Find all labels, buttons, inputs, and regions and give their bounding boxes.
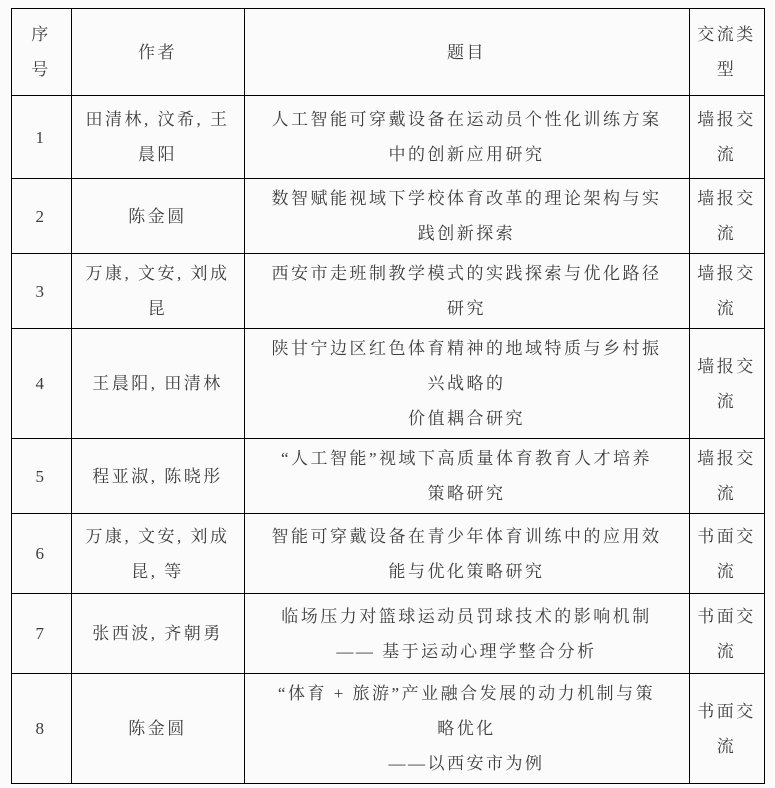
text-line: 智能可穿戴设备在青少年体育训练中的应用效 <box>271 526 662 546</box>
cell-title <box>244 439 689 514</box>
text-line: 陈金圆 <box>128 719 187 738</box>
cell-exchange-type <box>689 254 764 329</box>
text-line: 书面交 <box>697 526 756 546</box>
text-line: “人工智能”视域下高质量体育教育人才培养 <box>280 449 653 468</box>
cell-authors <box>71 439 244 514</box>
header-exchange-type <box>689 9 764 96</box>
text-line: 临场压力对篮球运动员罚球技术的影响机制 <box>281 606 652 626</box>
cell-authors <box>71 179 244 254</box>
text-line: 流 <box>716 484 737 503</box>
text-line: 数智赋能视域下学校体育改革的理论架构与实 <box>271 189 662 208</box>
papers-table <box>11 8 765 784</box>
cell-seq-number: 3 <box>11 254 71 329</box>
text-line: 策略研究 <box>427 484 506 503</box>
table-row <box>11 179 764 254</box>
table-body <box>11 96 764 784</box>
cell-authors <box>71 594 244 674</box>
table-row <box>11 514 764 594</box>
cell-seq-number: 4 <box>11 329 71 439</box>
text-line: 田清林, 汶希, 王 <box>85 110 230 129</box>
cell-authors <box>71 96 244 179</box>
cell-title <box>244 514 689 594</box>
cell-seq-number: 8 <box>11 674 71 784</box>
text-line: 程亚淑, 陈晓彤 <box>92 466 223 486</box>
cell-title <box>244 674 689 784</box>
cell-exchange-type <box>689 179 764 254</box>
text-line: 墙报交 <box>697 110 756 129</box>
text-line: 兴战略的 <box>427 374 506 393</box>
cell-title <box>244 594 689 674</box>
text-line: 墙报交 <box>697 189 756 208</box>
text-line: 晨阳 <box>138 145 177 164</box>
header-authors <box>71 9 244 96</box>
text-line: 墙报交 <box>697 264 756 283</box>
table-row <box>11 674 764 784</box>
text-line: 昆 <box>147 299 168 318</box>
text-line: 张西波, 齐朝勇 <box>92 624 223 643</box>
text-line: 昆, 等 <box>131 561 184 581</box>
text-line: 王晨阳, 田清林 <box>92 374 223 393</box>
text-line: 题目 <box>447 42 486 62</box>
cell-title <box>244 179 689 254</box>
text-line: 陈金圆 <box>128 206 187 226</box>
text-line: 价值耦合研究 <box>408 409 525 428</box>
cell-seq-number: 2 <box>11 179 71 254</box>
text-line: 流 <box>716 391 737 411</box>
cell-title <box>244 96 689 179</box>
header-row <box>11 9 764 96</box>
text-line: 万康, 文安, 刘成 <box>85 526 230 546</box>
cell-title <box>244 254 689 329</box>
text-line: 践创新探索 <box>417 224 516 243</box>
text-line: ——以西安市为例 <box>388 754 545 773</box>
cell-exchange-type <box>689 674 764 784</box>
cell-seq-number: 6 <box>11 514 71 594</box>
table-row <box>11 96 764 179</box>
cell-seq-number: 5 <box>11 439 71 514</box>
header-title <box>244 9 689 96</box>
text-line: 书面交 <box>697 606 756 626</box>
text-line: 流 <box>716 641 737 661</box>
cell-authors <box>71 254 244 329</box>
cell-seq-number: 1 <box>11 96 71 179</box>
text-line: 书面交 <box>697 701 756 721</box>
cell-exchange-type <box>689 514 764 594</box>
text-line: 型 <box>716 60 737 79</box>
text-line: 流 <box>716 736 737 756</box>
text-line: 墙报交 <box>697 449 756 468</box>
text-line: 号 <box>31 60 51 79</box>
text-line: 流 <box>716 224 737 243</box>
cell-exchange-type <box>689 96 764 179</box>
cell-seq-number: 7 <box>11 594 71 674</box>
table-row <box>11 594 764 674</box>
text-line: 略优化 <box>437 719 496 738</box>
header-seq-number <box>11 9 71 96</box>
table-row <box>11 329 764 439</box>
cell-exchange-type <box>689 594 764 674</box>
text-line: 人工智能可穿戴设备在运动员个性化训练方案 <box>271 110 662 129</box>
text-line: 能与优化策略研究 <box>388 561 545 581</box>
text-line: 序 <box>31 25 51 44</box>
text-line: 陕甘宁边区红色体育精神的地域特质与乡村振 <box>271 339 662 358</box>
text-line: 中的创新应用研究 <box>388 145 545 164</box>
text-line: 墙报交 <box>697 356 756 376</box>
text-line: —— 基于运动心理学整合分析 <box>336 641 597 661</box>
cell-title <box>244 329 689 439</box>
text-line: 流 <box>716 561 737 581</box>
text-line: 作者 <box>138 42 177 62</box>
cell-exchange-type <box>689 329 764 439</box>
text-line: 交流类 <box>697 25 756 44</box>
cell-authors <box>71 514 244 594</box>
text-line: “体育 + 旅游”产业融合发展的动力机制与策 <box>277 684 656 703</box>
cell-exchange-type <box>689 439 764 514</box>
text-line: 研究 <box>447 299 486 318</box>
text-line: 万康, 文安, 刘成 <box>85 264 230 283</box>
cell-authors <box>71 674 244 784</box>
text-line: 流 <box>716 299 737 318</box>
table-row <box>11 439 764 514</box>
table-row <box>11 254 764 329</box>
cell-authors <box>71 329 244 439</box>
text-line: 流 <box>716 145 737 164</box>
text-line: 西安市走班制教学模式的实践探索与优化路径 <box>271 264 662 283</box>
